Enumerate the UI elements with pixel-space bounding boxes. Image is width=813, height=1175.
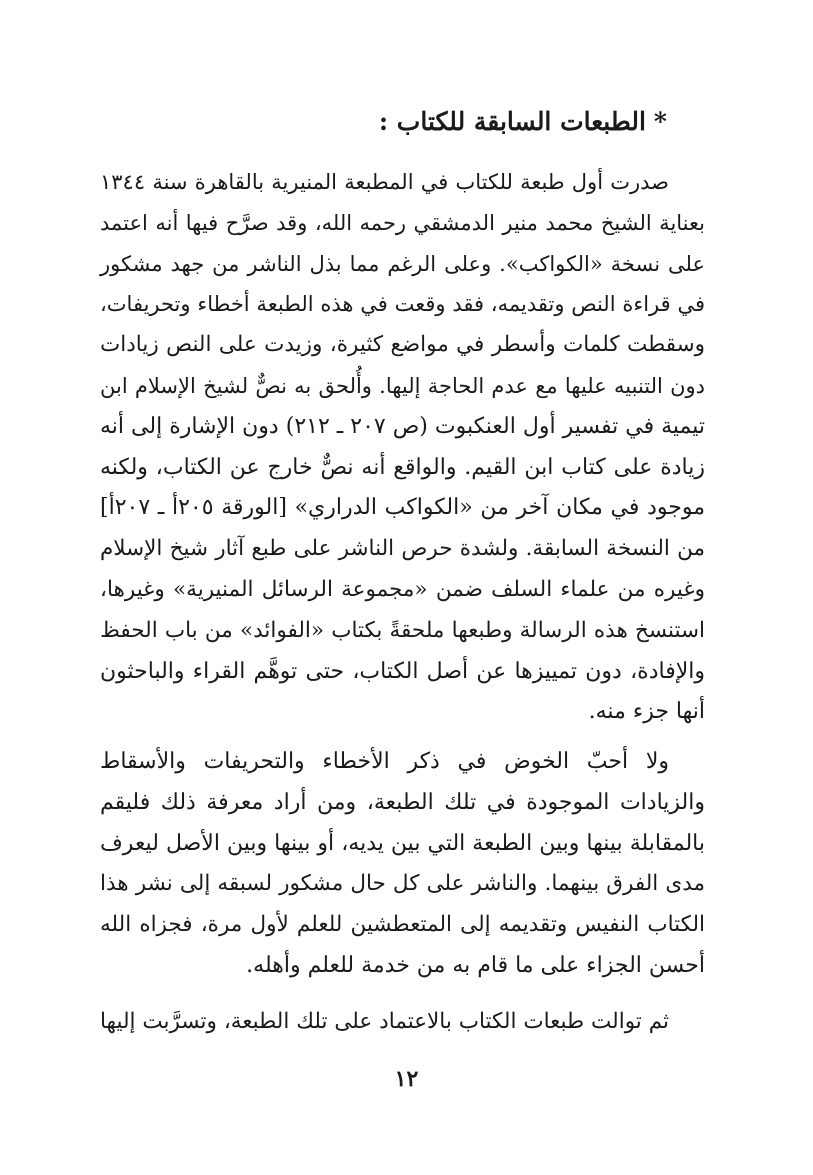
text-line: أنها جزء منه. (588, 699, 705, 725)
text-line: في قراءة النص وتقديمه، فقد وقعت في هذه الطبعة أخطاء وتحريفات، (100, 292, 705, 317)
text-line: على نسخة «الكواكب». وعلى الرغم مما بذل الناشر من جهد مشكور (100, 251, 705, 276)
text-line: ثم توالت طبعات الكتاب بالاعتماد على تلك الطبعة، وتسرَّبت إليها (100, 1009, 669, 1034)
text-line: استنسخ هذه الرسالة وطبعها ملحقةً بكتاب «الفوائد» من باب الحفظ (100, 617, 705, 643)
asterisk-icon: * (653, 107, 667, 136)
text-line: بعناية الشيخ محمد منير الدمشقي رحمه الله، وقد صرَّح فيها أنه اعتمد (100, 210, 705, 235)
text-line: الكتاب النفيس وتقديمه إلى المتعطشين للعلم لأول مرة، فجزاه الله (100, 912, 705, 938)
page-number: ١٢ (394, 1066, 419, 1092)
text-line: والزيادات الموجودة في تلك الطبعة، ومن أراد معرفة ذلك فليقم (100, 789, 705, 815)
paragraph-2 (100, 742, 705, 987)
text-line: والإفادة، دون تمييزها عن أصل الكتاب، حتى توهَّم القراء والباحثون (100, 658, 705, 684)
section-heading (100, 104, 667, 140)
text-line: وغيره من علماء السلف ضمن «مجموعة الرسائل المنيرية» وغيرها، (100, 576, 705, 602)
text-line: وسقطت كلمات وأسطر في مواضع كثيرة، وزيدت على النص زيادات (100, 332, 705, 358)
text-line: صدرت أول طبعة للكتاب في المطبعة المنيرية بالقاهرة سنة ١٣٤٤ (100, 170, 669, 194)
text-line: زيادة على كتاب ابن القيم. والواقع أنه نصٌّ خارج عن الكتاب، ولكنه (100, 454, 705, 480)
text-line: أحسن الجزاء على ما قام به من خدمة للعلم وأهله. (246, 952, 705, 978)
text-line: دون التنبيه عليها مع عدم الحاجة إليها. وأُلحق به نصٌّ لشيخ الإسلام ابن (100, 373, 705, 398)
text-line: موجود في مكان آخر من «الكواكب الدراري» [الورقة ٢٠٥أ ـ ٢٠٧أ] (100, 495, 705, 521)
text-line: مدى الفرق بينهما. والناشر على كل حال مشكور لسبقه إلى نشر هذا (100, 871, 705, 897)
text-line: ولا أحبّ الخوض في ذكر الأخطاء والتحريفات والأسقاط (100, 749, 669, 774)
text-line: تيمية في تفسير أول العنكبوت (ص ٢٠٧ ـ ٢١٢) دون الإشارة إلى أنه (100, 413, 706, 439)
paragraph-1 (100, 162, 705, 733)
paragraph-3 (100, 1002, 705, 1043)
text-line: من النسخة السابقة. ولشدة حرص الناشر على طبع آثار شيخ الإسلام (100, 536, 705, 562)
text-line: بالمقابلة بينها وبين الطبعة التي بين يديه، أو بينها وبين الأصل ليعرف (100, 830, 705, 856)
section-heading-text: الطبعات السابقة للكتاب : (378, 107, 646, 136)
